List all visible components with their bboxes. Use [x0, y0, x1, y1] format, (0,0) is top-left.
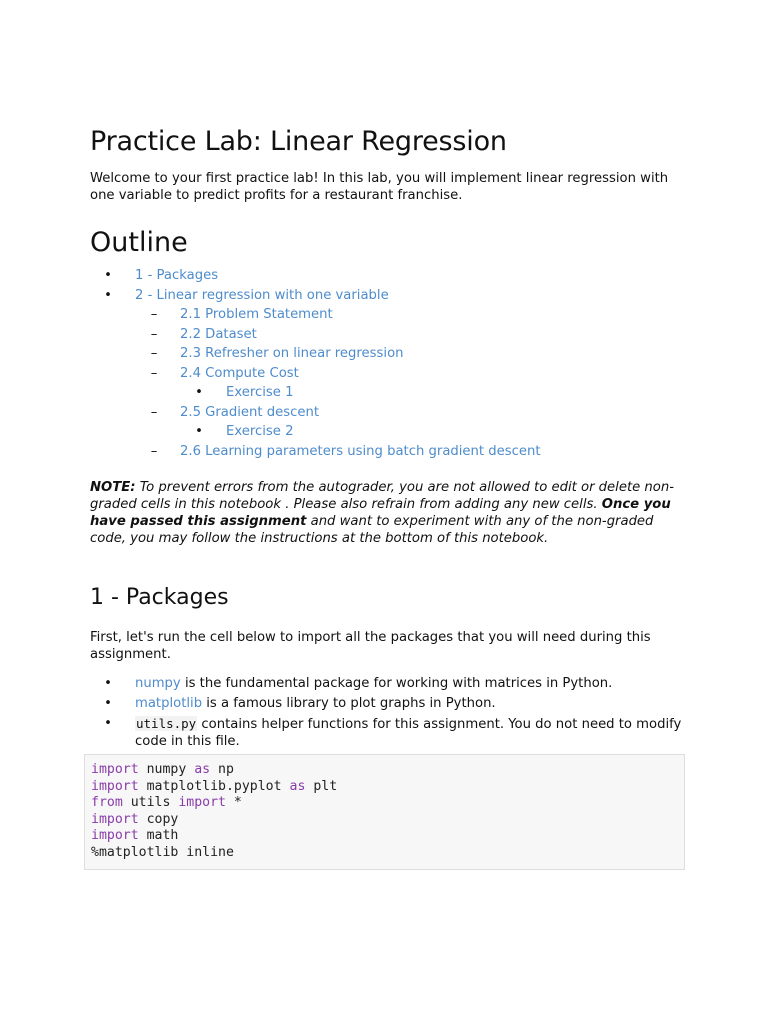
dash-bullet-icon: –: [150, 365, 158, 381]
package-description: is the fundamental package for working with matrices in Python.: [180, 676, 613, 691]
outline-item: [90, 266, 690, 286]
package-link[interactable]: numpy: [135, 676, 181, 691]
code-token: numpy: [138, 762, 195, 777]
code-keyword: import: [91, 778, 139, 794]
packages-intro: First, let's run the cell below to import all the packages that you will need during this assignment.: [90, 630, 651, 662]
bullet-icon: •: [195, 424, 203, 439]
outline-item: [90, 286, 690, 306]
package-item: [90, 715, 690, 750]
outline-heading: Outline: [90, 227, 188, 258]
outline-item: [90, 383, 690, 403]
code-token: matplotlib.pyplot: [138, 778, 290, 794]
code-keyword: import: [178, 795, 226, 811]
note-bold-text: Once you have passed this assignment: [90, 497, 671, 529]
code-keyword: as: [194, 762, 211, 777]
code-keyword: import: [91, 828, 139, 844]
code-token: *: [225, 795, 242, 811]
outline-link[interactable]: 2.4 Compute Cost: [180, 365, 299, 381]
outline-item: [90, 442, 690, 462]
outline-link[interactable]: 2.1 Problem Statement: [180, 307, 333, 322]
dash-bullet-icon: –: [150, 443, 158, 459]
code-token: plt: [305, 778, 338, 794]
code-line: [91, 779, 677, 796]
outline-link[interactable]: 2.2 Dataset: [180, 326, 257, 342]
intro-paragraph: Welcome to your first practice lab! In this lab, you will implement linear regression with one variable to predict profits for a restaurant franchise.: [90, 171, 669, 203]
inline-code: utils.py: [136, 716, 197, 731]
outline-link[interactable]: 2.6 Learning parameters using batch gradient descent: [180, 443, 541, 459]
packages-heading: 1 - Packages: [90, 585, 229, 610]
outline-item: [90, 364, 690, 384]
code-token: %matplotlib inline: [91, 844, 234, 860]
bullet-icon: •: [104, 716, 112, 731]
dash-bullet-icon: –: [150, 346, 158, 361]
outline-link[interactable]: Exercise 1: [226, 385, 294, 400]
code-line: [91, 828, 677, 845]
code-keyword: as: [289, 778, 306, 794]
package-description: is a famous library to plot graphs in Python.: [202, 696, 496, 711]
package-item: [90, 675, 690, 692]
code-token: utils: [122, 795, 179, 811]
dash-bullet-icon: –: [150, 326, 158, 342]
bullet-icon: •: [104, 696, 112, 711]
code-keyword: import: [91, 811, 139, 827]
outline-link[interactable]: 2.3 Refresher on linear regression: [180, 346, 404, 361]
notebook-content: [90, 122, 690, 870]
package-item: [90, 695, 690, 712]
note-text-2: and want to experiment with any of the non-graded code, you may follow the instructions at the bottom of this notebook.: [90, 514, 654, 546]
outline-link[interactable]: 2.5 Gradient descent: [180, 404, 320, 420]
outline-link[interactable]: 2 - Linear regression with one variable: [135, 287, 389, 303]
note-label: NOTE:: [90, 480, 136, 495]
dash-bullet-icon: –: [150, 307, 158, 322]
bullet-icon: •: [104, 268, 112, 283]
outline-list: [90, 266, 690, 461]
code-line: [91, 795, 677, 812]
code-token: copy: [138, 811, 179, 827]
code-cell[interactable]: [84, 754, 685, 870]
outline-item: [90, 403, 690, 423]
note-text-1: To prevent errors from the autograder, you are not allowed to edit or delete non-graded cells in this notebook . Please also refrain from adding any new cells.: [90, 480, 674, 512]
code-keyword: import: [91, 762, 139, 777]
bullet-icon: •: [195, 385, 203, 400]
bullet-icon: •: [104, 676, 112, 691]
dash-bullet-icon: –: [150, 404, 158, 420]
packages-list: [90, 675, 690, 750]
outline-item: [90, 305, 690, 325]
outline-item: [90, 422, 690, 442]
note-paragraph: [90, 479, 690, 547]
code-line: [91, 762, 677, 779]
code-line: [91, 845, 677, 862]
code-token: math: [138, 828, 179, 844]
outline-item: [90, 325, 690, 345]
outline-item: [90, 344, 690, 364]
bullet-icon: •: [104, 287, 112, 303]
code-line: [91, 812, 677, 829]
package-link[interactable]: matplotlib: [135, 696, 203, 711]
package-description: contains helper functions for this assignment. You do not need to modify code in this file.: [135, 717, 682, 749]
outline-link[interactable]: 1 - Packages: [135, 268, 219, 283]
outline-link[interactable]: Exercise 2: [226, 424, 294, 439]
page-title: Practice Lab: Linear Regression: [90, 126, 507, 157]
code-keyword: from: [91, 795, 123, 811]
code-token: np: [210, 762, 234, 777]
